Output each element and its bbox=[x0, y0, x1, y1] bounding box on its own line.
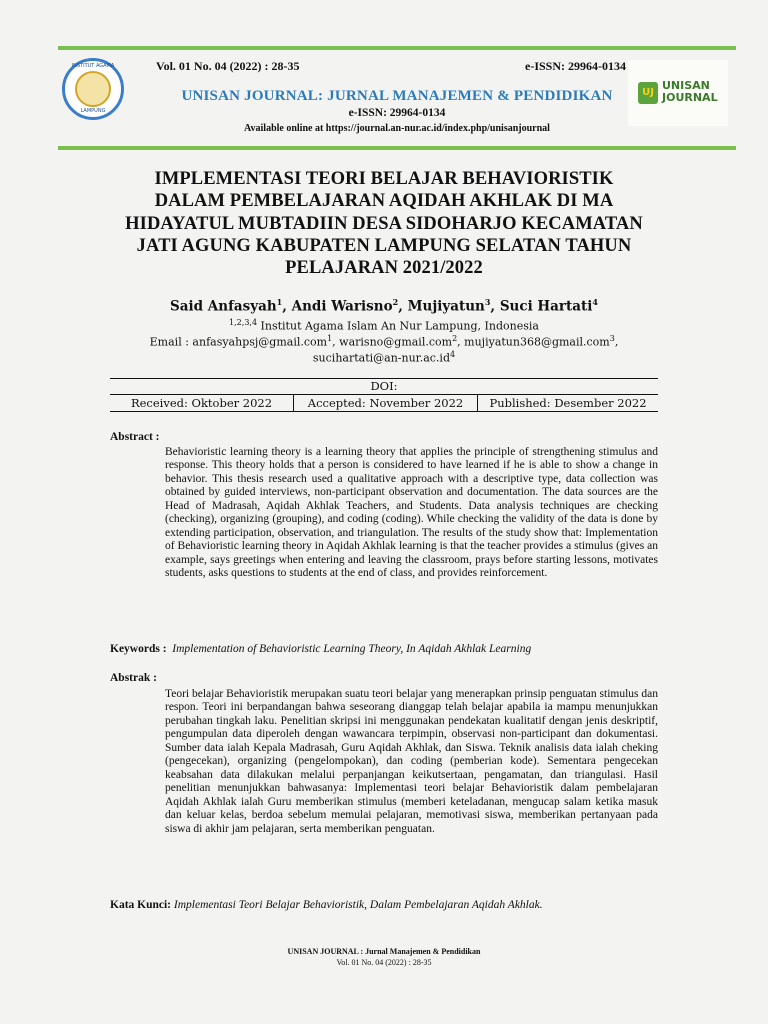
dates-row bbox=[110, 395, 658, 412]
author-name: Andi Warisno bbox=[291, 298, 393, 315]
article-dates-table bbox=[110, 378, 658, 412]
author-sup: 1 bbox=[276, 297, 283, 307]
author-name: Mujiyatun bbox=[407, 298, 485, 315]
keywords-label: Keywords : bbox=[110, 643, 167, 655]
email-label: Email : bbox=[149, 335, 193, 349]
author-sup: 3 bbox=[484, 297, 491, 307]
author-sup: 4 bbox=[592, 297, 598, 307]
email-line-1: Email : anfasyahpsj@gmail.com$^1$, warisno@gmail.com$^2$, mujiyatun368@gmail.com$^3$, bbox=[149, 334, 619, 349]
email-link[interactable]: sucihartati@an-nur.ac.id bbox=[312, 351, 450, 365]
received-date: Received: Oktober 2022 bbox=[110, 395, 294, 411]
seal-top-text: INSTITUT AGAMA bbox=[71, 63, 115, 69]
eissn-middle: e-ISSN: 29964-0134 bbox=[348, 107, 446, 119]
email-link[interactable]: anfasyahpsj@gmail.com bbox=[192, 335, 328, 349]
author-sup: 2 bbox=[392, 297, 399, 307]
email-line-2 bbox=[0, 350, 768, 365]
header-bottom-rule bbox=[58, 146, 736, 150]
abstract-label: Abstract : bbox=[110, 431, 160, 443]
doi-row: DOI: bbox=[110, 378, 658, 395]
keywords-text: Implementation of Behavioristic Learning Theory, In Aqidah Akhlak Learning bbox=[172, 643, 532, 655]
available-online-link[interactable]: Available online at https://journal.an-nur.ac.id/index.php/unisanjournal bbox=[244, 123, 550, 134]
kata-kunci-label: Kata Kunci: bbox=[110, 899, 172, 911]
abstrak-text: Teori belajar Behavioristik merupakan suatu teori belajar yang menerapkan prinsip penguatan stimulus dan respon. Teori ini berpandangan bahwa seseorang dianggap telah belajar apabila ia mampu menunjukkan perubahan tingkah laku. Penelitian skripsi ini menggunakan pendekatan kualitatif dengan jenis deskriptif, pengumpulan data diperoleh dengan wawancara terpimpin, observasi non-participant dan dokumentasi. Sumber data ialah Kepala Madrasah, Guru Aqidah Akhlak, dan Siswa. Teknik analisis data ialah cheking (pengecekan), organizing (pengelompokan), dan coding (pemberian kode). Sementara pengecekan keabsahan data dilakukan melalui perpanjangan keikutsertaan, pengamatan, dan triangulasi. Hasil penelitian menunjukkan bahwasanya: Implementasi teori belajar Behavioristik dalam pembelajaran Aqidah Akhlak ialah Guru memberikan stimulus (memberi keteladanan, mengucap salam ketika masuk dan keluar kelas, berdoa sebelum memulai pelajaran, memotivasi siswa, memberikan pertanyaan pada siswa di akhir jam pelajaran, serta memberikan penguatan. bbox=[165, 688, 658, 835]
kata-kunci-line bbox=[110, 899, 543, 911]
journal-header bbox=[58, 46, 736, 150]
uj-logo-text bbox=[662, 80, 718, 104]
email-link[interactable]: warisno@gmail.com bbox=[339, 335, 453, 349]
author-name: Said Anfasyah bbox=[170, 298, 277, 315]
uj-badge-icon: UJ bbox=[638, 82, 658, 104]
header-top-rule bbox=[58, 46, 736, 50]
accepted-date: Accepted: November 2022 bbox=[294, 395, 478, 411]
email-sup: 1 bbox=[327, 334, 333, 343]
eissn-top: e-ISSN: 29964-0134 bbox=[525, 59, 626, 73]
unisan-journal-logo bbox=[628, 60, 728, 126]
published-date: Published: Desember 2022 bbox=[489, 396, 647, 410]
abstrak-label: Abstrak : bbox=[110, 672, 157, 684]
volume-info: Vol. 01 No. 04 (2022) : 28-35 bbox=[156, 59, 300, 73]
email-sup: 4 bbox=[449, 350, 456, 359]
kata-kunci-text: Implementasi Teori Belajar Behavioristik, Dalam Pembelajaran Aqidah Akhlak. bbox=[173, 899, 543, 911]
email-link[interactable]: mujiyatun368@gmail.com bbox=[464, 335, 610, 349]
uj-logo-line2: JOURNAL bbox=[662, 91, 718, 104]
keywords-line bbox=[110, 643, 531, 655]
abstract-text: Behavioristic learning theory is a learning theory that applies the principle of strengthening stimulus and response. This theory holds that a person is considered to have learned if he is able to show a change in behavior. This thesis research used a qualitative approach with a descriptive type, data collection was obtained by guided interviews, non-participant observation and documentation. The data sources are the Head of Madrasah, Aqidah Akhlak Teachers, and Students. Data analysis techniques are checking (checking), organizing (grouping), and coding (coding). While checking the validity of the data is done by extending participation, observation, and triangulation. The results of the study show that: Implementation of Behavioristic learning theory in Aqidah Akhlak learning is that the teacher provides a stimulus (gives an example, says greetings when entering and leaving the classroom, prays before starting lessons, motivates students, asks questions to students at the end of class, and provides reinforcement. bbox=[165, 446, 658, 580]
email-sup: 2 bbox=[452, 334, 458, 343]
article-title: IMPLEMENTASI TEORI BELAJAR BEHAVIORISTIK DALAM PEMBELAJARAN AQIDAH AKHLAK DI MA HIDAYATUL MUBTADIIN DESA SIDOHARJO KECAMATAN JATI AGUNG KABUPATEN LAMPUNG SELATAN TAHUN PELAJARAN 2021/2022 bbox=[125, 169, 643, 279]
footer-journal-name: UNISAN JOURNAL : Jurnal Manajemen & Pendidikan bbox=[287, 947, 481, 956]
email-sup: 3 bbox=[609, 334, 615, 343]
author-name: Suci Hartati bbox=[499, 298, 593, 315]
author-list: Said Anfasyah$^1$, Andi Warisno$^2$, Mujiyatun$^3$, Suci Hartati$^4$ bbox=[170, 297, 598, 315]
journal-title-text: UNISAN JOURNAL: JURNAL MANAJEMEN & PENDIDIKAN bbox=[181, 88, 613, 104]
uj-logo-line1: UNISAN bbox=[662, 79, 710, 92]
footer-volume: Vol. 01 No. 04 (2022) : 28-35 bbox=[336, 958, 432, 967]
affiliation-text: Institut Agama Islam An Nur Lampung, Indonesia bbox=[260, 319, 539, 333]
seal-bottom-text: LAMPUNG bbox=[80, 108, 106, 114]
affiliation bbox=[0, 318, 768, 333]
affiliation-sup: 1,2,3,4 bbox=[229, 318, 258, 327]
